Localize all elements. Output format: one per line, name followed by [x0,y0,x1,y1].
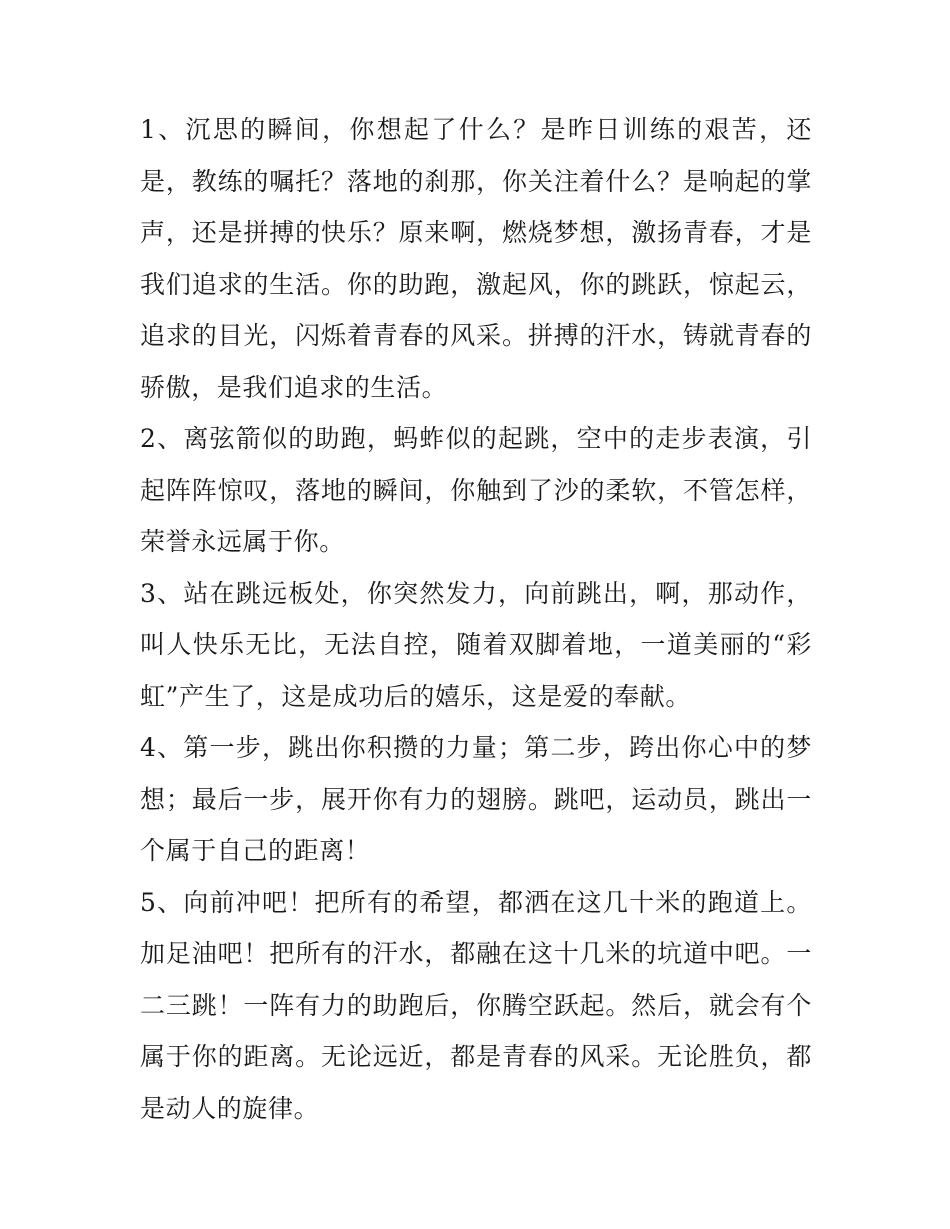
paragraph-5: 5、向前冲吧！把所有的希望，都洒在这几十米的跑道上。加足油吧！把所有的汗水，都融在这十几米的坑道中吧。一二三跳！一阵有力的助跑后，你腾空跃起。然后，就会有个属于你的距离。无论远近，都是青春的风采。无论胜负，都是动人的旋律。 [140,887,812,1123]
paragraph-3: 3、站在跳远板处，你突然发力，向前跳出，啊，那动作，叫人快乐无比，无法自控，随着双脚着地，一道美丽的“彩虹”产生了，这是成功后的嬉乐，这是爱的奉献。 [140,578,812,711]
paragraph-1: 1、沉思的瞬间，你想起了什么？是昨日训练的艰苦，还是，教练的嘱托？落地的刹那，你关注着什么？是响起的掌声，还是拼搏的快乐？原来啊，燃烧梦想，激扬青春，才是我们追求的生活。你的助跑，激起风，你的跳跃，惊起云，追求的目光，闪烁着青春的风采。拼搏的汗水，铸就青春的骄傲，是我们追求的生活。 [140,115,812,402]
paragraph-4: 4、第一步，跳出你积攒的力量；第二步，跨出你心中的梦想；最后一步，展开你有力的翅膀。跳吧，运动员，跳出一个属于自己的距离！ [140,733,812,865]
paragraph-2: 2、离弦箭似的助跑，蚂蚱似的起跳，空中的走步表演，引起阵阵惊叹，落地的瞬间，你触到了沙的柔软，不管怎样，荣誉永远属于你。 [140,424,812,556]
